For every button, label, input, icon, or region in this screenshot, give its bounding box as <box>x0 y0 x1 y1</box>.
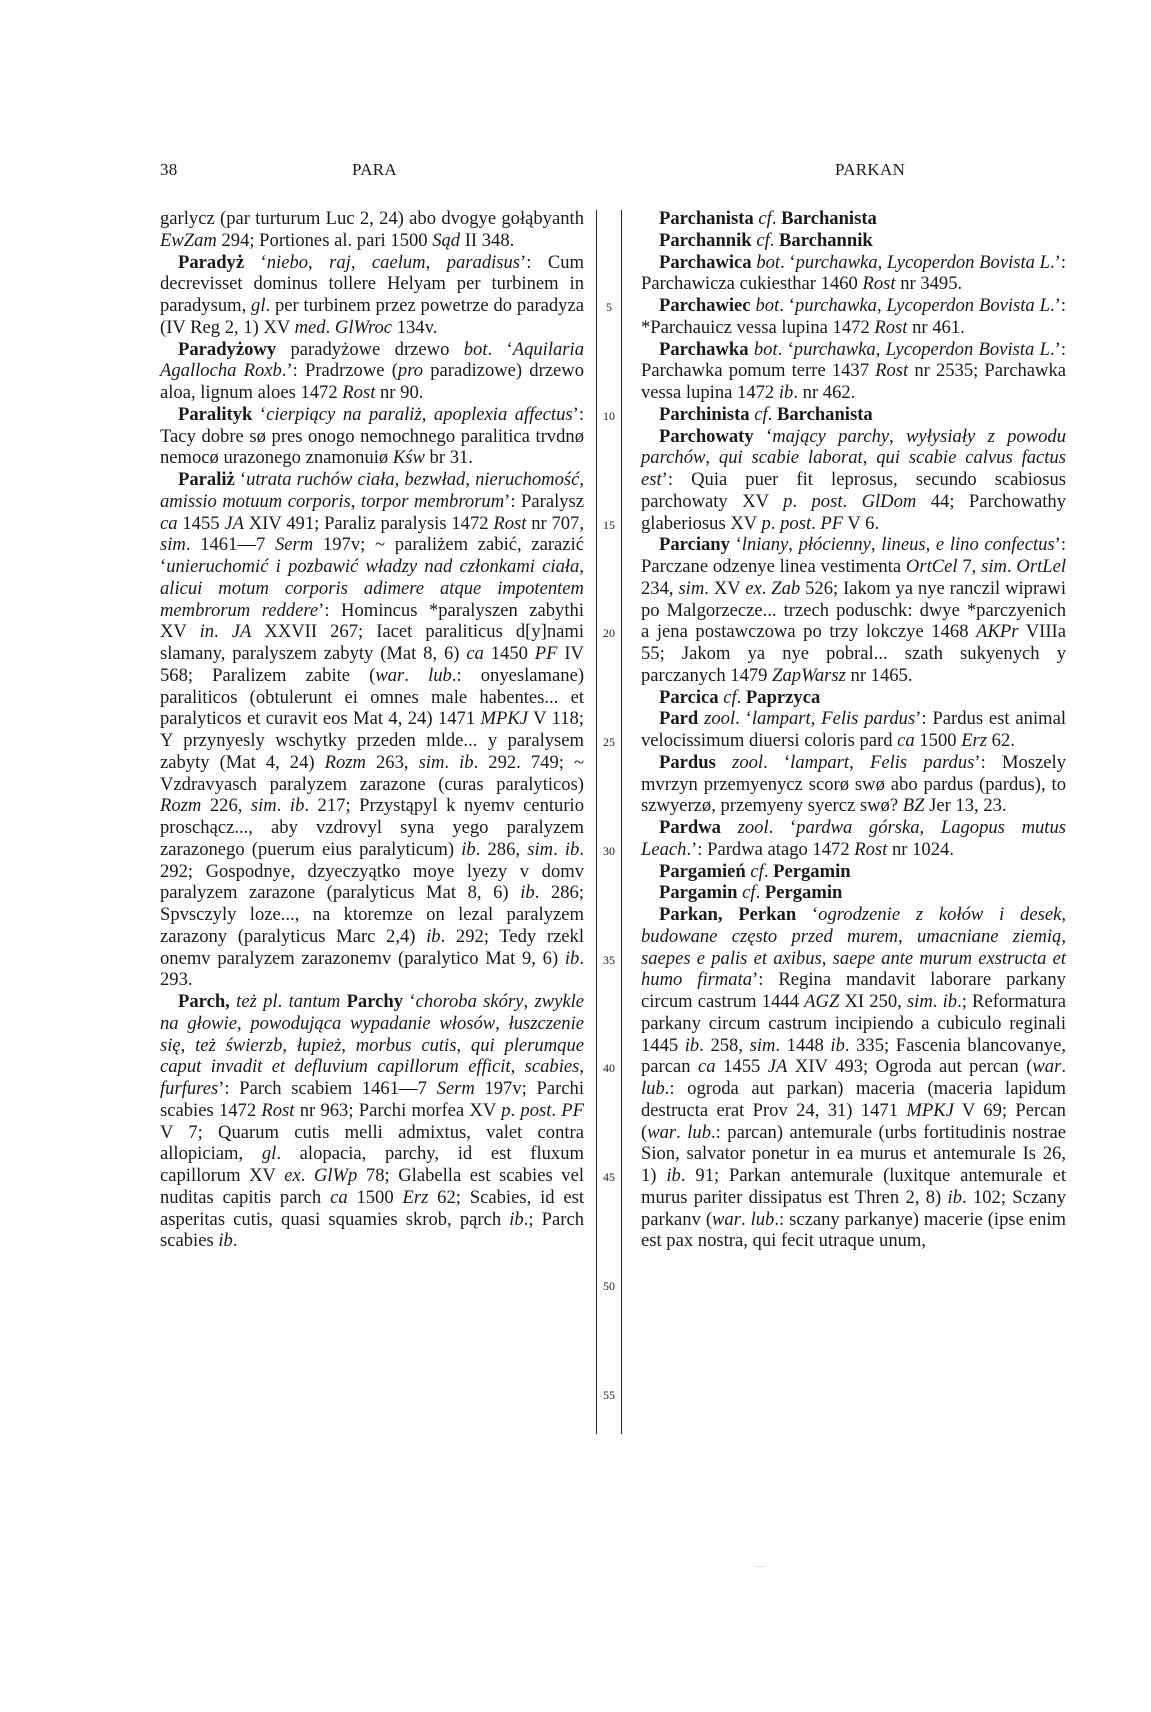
dictionary-entry: Parcica cf. Paprzyca <box>659 686 821 708</box>
dictionary-entry: Pargamin cf. Pergamin <box>659 882 843 904</box>
dictionary-entry: Paradyż ‘niebo, raj, caelum, paradisus’: Cum decrevisset dominus tollere Helyam per turbinem in paradysum, gl. per turbinem przez powetrze do paradyza (IV Reg 2, 1) XV med. GlWroc 134v. <box>160 251 584 338</box>
dictionary-entry: Paraliż ‘utrata ruchów ciała, bezwład, nieruchomość, amissio motuum corporis, torpor membrorum’: Paralysz ca 1455 JA XIV 491; Paraliz paralysis 1472 Rost nr 707, sim. 1461—7 Serm 197v; ~ paraliżem zabić, zarazić ‘unieruchomić i pozbawić władzy nad członkami ciała, alicui motum corporis adimere atque impotentem membrorum reddere’: Homincus *paralyszen zabythi XV in. JA XXVII 267; Iacet paraliticus d[y]nami slamany, paralyszem zabyty (Mat 8, 6) ca 1450 PF IV 568; Paralizem zabite (war. lub.: onyeslamane) paraliticos (obtulerunt ei omnes male habentes... et paralyticos et curavit eos Mat 4, 24) 1471 MPKJ V 118; Y przynyesly wschytky przeden mlde... y paralysem zabyty (Mat 4, 24) Rozm 263, sim. ib. 292. 749; ~ Vzdravyasch paralyzem zarazone (curas paralyticos) Rozm 226, sim. ib. 217; Przystąpyl k nyemv centurio proschącz..., aby vzdrovyl syna yego paralyzem zarazonego (puerum eius paralyticum) ib. 286, sim. ib. 292; Gospodnye, dzyeczyątko moye lyezy v domv paralyzem zarazone (paralyticus Mat 8, 6) ib. 286; Spvsczyly loze..., na ktoremze on lezal paralyzem zarazony (paralyticus Marc 2,4) ib. 292; Tedy rzekl onemv paralyzem zarazonemv (paralytico Mat 9, 6) ib. 293. <box>160 469 585 991</box>
dictionary-entry: Paradyżowy paradyżowe drzewo bot. ‘Aquilaria Agallocha Roxb.’: Pradrzowe (pro paradizowe) drzewo aloa, lignum aloes 1472 Rost nr 90. <box>160 338 585 403</box>
line-number: 40 <box>603 1061 615 1076</box>
column-divider-left <box>596 210 597 1434</box>
line-number: 50 <box>603 1278 615 1293</box>
left-column <box>160 208 584 1252</box>
line-number: 25 <box>603 735 615 749</box>
line-number: 10 <box>603 408 615 423</box>
dictionary-entry: Paralityk ‘cierpiący na paraliż, apoplexia affectus’: Tacy dobre sø pres onogo nemochnego paralitica trvdnø nemocø urazonego znamonuiø Kśw br 31. <box>160 403 584 469</box>
dictionary-entry: Parkan, Perkan ‘ogrodzenie z kołów i desek, budowane często przed murem, umacniane ziemią, saepes e palis et axibus, saepe ante murum exstructa et humo firmata’: Regina mandavit laborare parkany circum castrum 1444 AGZ XI 250, sim. ib.; Reformatura parkany circum castrum incipiendo a cubiculo reginali 1445 ib. 258, sim. 1448 ib. 335; Fascenia blancovanye, parcan ca 1455 JA XIV 493; Ogroda aut percan (war. lub.: ogroda aut parkan) maceria (maceria lapidum destructa erat Prov 24, 31) 1471 MPKJ V 69; Percan (war. lub.: parcan) antemurale (urbs fortitudinis nostrae Sion, salvator ponetur in ea murus et antemurale Is 26, 1) ib. 91; Parkan antemurale (luxitque antemurale et murus pariter dissipatus est Thren 2, 8) ib. 102; Sczany parkanv (war. lub.: sczany parkanye) macerie (ipse enim est pax nostra, qui fecit utraque unum, <box>641 904 1067 1252</box>
running-head-left: PARA <box>352 160 397 179</box>
line-number: 30 <box>603 843 615 858</box>
dictionary-entry: Pardwa zool. ‘pardwa górska, Lagopus mutus Leach.’: Pardwa atago 1472 Rost nr 1024. <box>641 817 1066 860</box>
line-number: 20 <box>603 626 615 641</box>
dictionary-entry: Parchowaty ‘mający parchy, wyłysiały z powodu parchów, qui scabie laborat, qui scabie calvus factus est’: Quia puer fit leprosus, secundo scabiosus parchowaty XV p. post. GlDom 44; Parchowathy glaberiosus XV p. post. PF V 6. <box>641 425 1067 534</box>
line-number: 55 <box>603 1387 615 1402</box>
dictionary-entry: Parchannik cf. Barchannik <box>659 229 873 251</box>
dictionary-entry: garlycz (par turturum Luc 2, 24) abo dvogye gołąbyanth EwZam 294; Portiones al. pari 1500 Sąd II 348. <box>160 208 584 251</box>
dictionary-entry: Pargamień cf. Pergamin <box>659 860 851 882</box>
dictionary-entry: Parchawiec bot. ‘purchawka, Lycoperdon Bovista L.’: *Parchauicz vessa lupina 1472 Rost nr 461. <box>641 295 1066 338</box>
line-number: 15 <box>603 517 615 532</box>
dictionary-entry: Parchinista cf. Barchanista <box>659 403 873 425</box>
dictionary-entry: Pardus zool. ‘lampart, Felis pardus’: Moszely mvrzyn przemyenycz scorø swø abo pardus (pardus), to szwyerzø, przemyeny syercz swø? BZ Jer 13, 23. <box>641 751 1067 817</box>
page-number: 38 <box>160 160 178 179</box>
right-column <box>641 208 1066 1252</box>
line-number: 45 <box>603 1170 615 1184</box>
dictionary-entry: Parchawka bot. ‘purchawka, Lycoperdon Bovista L.’: Parchawka pomum terre 1437 Rost nr 2535; Parchawka vessa lupina 1472 ib. nr 462. <box>641 338 1066 403</box>
line-number: 35 <box>603 952 615 967</box>
dictionary-entry: Pard zool. ‘lampart, Felis pardus’: Pardus est animal velocissimum diuersi coloris pard ca 1500 Erz 62. <box>641 708 1067 751</box>
dictionary-entry: Parchawica bot. ‘purchawka, Lycoperdon Bovista L.’: Parchawicza cukiesthar 1460 Rost nr 3495. <box>641 251 1066 295</box>
running-head-right: PARKAN <box>835 160 906 179</box>
dictionary-entry: Parchanista cf. Barchanista <box>659 208 877 229</box>
dictionary-entry: Parch, też pl. tantum Parchy ‘choroba skóry, zwykle na głowie, powodująca wypadanie włosów, łuszczenie się, też świerzb, łupież, morbus cutis, qui plerumque caput invadit et defluvium capillorum efficit, scabies, furfures’: Parch scabiem 1461—7 Serm 197v; Parchi scabies 1472 Rost nr 963; Parchi morfea XV p. post. PF V 7; Quarum cutis melli admixtus, valet contra allopiciam, gl. alopacia, parchy, id est fluxum capillorum XV ex. GlWp 78; Glabella est scabies vel nuditas capitis parch ca 1500 Erz 62; Scabies, id est asperitas cutis, quasi squamies skrob, pąrch ib.; Parch scabies ib. <box>160 991 585 1252</box>
scan-artifact <box>756 1566 764 1567</box>
column-divider-right <box>621 210 622 1434</box>
dictionary-entry: Parciany ‘lniany, płócienny, lineus, e lino confectus’: Parczane odzenye linea vestimenta OrtCel 7, sim. OrtLel 234, sim. XV ex. Zab 526; Iakom ya nye ranczil wiprawi po Malgorzecze... trzech poduschk: dwye *parczyenich a jena postawczowa po trzy lokczye 1468 AKPr VIIIa 55; Jakom ya nye pobral... szath sukyenych y parczanych 1479 ZapWarsz nr 1465. <box>641 534 1067 686</box>
line-number: 5 <box>606 300 612 314</box>
